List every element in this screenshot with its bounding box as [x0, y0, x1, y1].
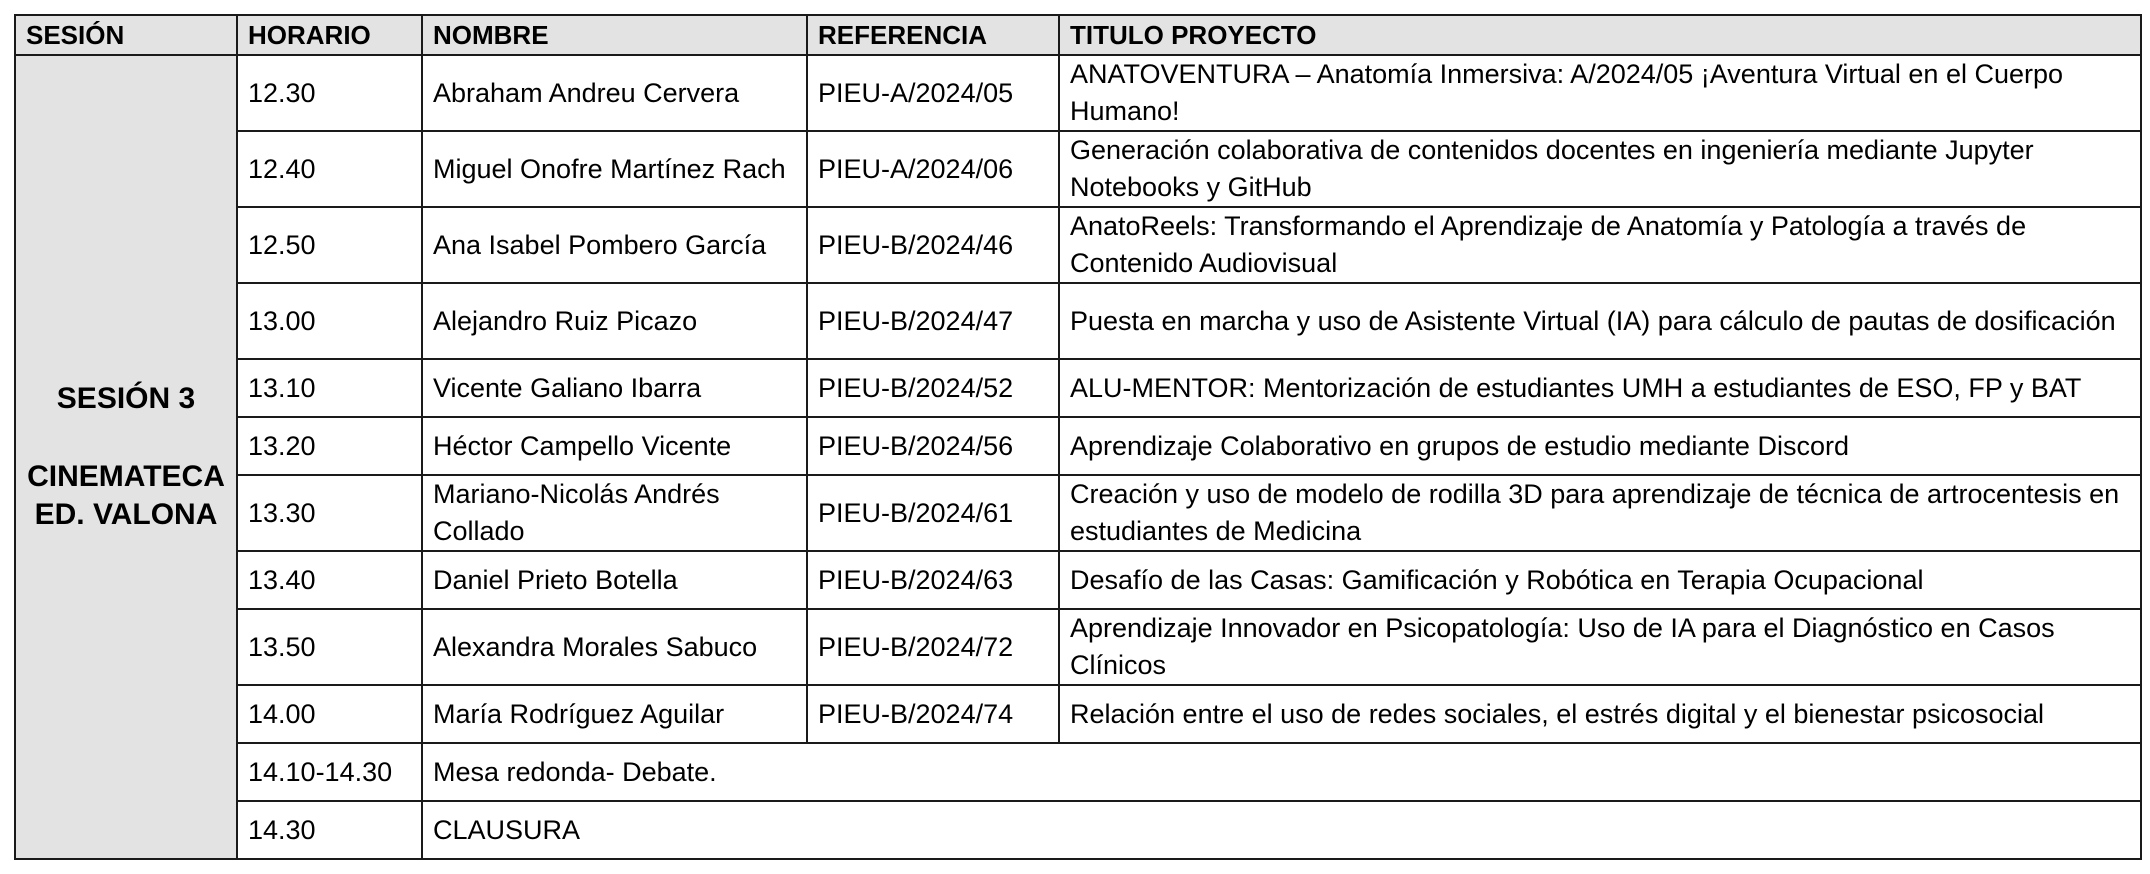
reference-cell: PIEU-B/2024/47 [807, 283, 1059, 359]
name-cell: Abraham Andreu Cervera [422, 55, 807, 131]
table-row [15, 417, 2141, 475]
name-cell: Ana Isabel Pombero García [422, 207, 807, 283]
session-name: SESIÓN 3 [56, 382, 196, 415]
title-cell: ALU-MENTOR: Mentorización de estudiantes UMH a estudiantes de ESO, FP y BAT [1059, 359, 2141, 417]
header-name: NOMBRE [422, 15, 807, 55]
table-row-debate [15, 743, 2141, 801]
session-location-line2: ED. VALONA [34, 498, 218, 531]
name-cell: Miguel Onofre Martínez Rach [422, 131, 807, 207]
name-cell: María Rodríguez Aguilar [422, 685, 807, 743]
name-cell: Alexandra Morales Sabuco [422, 609, 807, 685]
title-cell: Relación entre el uso de redes sociales, el estrés digital y el bienestar psicosocial [1059, 685, 2141, 743]
header-time: HORARIO [237, 15, 422, 55]
reference-cell: PIEU-B/2024/56 [807, 417, 1059, 475]
header-row [15, 15, 2141, 55]
session-cell [15, 55, 237, 859]
title-cell: Puesta en marcha y uso de Asistente Virtual (IA) para cálculo de pautas de dosificación [1059, 283, 2141, 359]
debate-cell: Mesa redonda- Debate. [422, 743, 2141, 801]
table-row [15, 131, 2141, 207]
table-row [15, 551, 2141, 609]
name-cell: Alejandro Ruiz Picazo [422, 283, 807, 359]
time-cell: 13.10 [237, 359, 422, 417]
title-cell: Desafío de las Casas: Gamificación y Robótica en Terapia Ocupacional [1059, 551, 2141, 609]
reference-cell: PIEU-A/2024/06 [807, 131, 1059, 207]
schedule-document [14, 14, 2142, 860]
header-reference: REFERENCIA [807, 15, 1059, 55]
time-cell: 12.30 [237, 55, 422, 131]
session-location-line1: CINEMATECA [27, 460, 225, 493]
name-cell: Héctor Campello Vicente [422, 417, 807, 475]
reference-cell: PIEU-B/2024/52 [807, 359, 1059, 417]
reference-cell: PIEU-B/2024/74 [807, 685, 1059, 743]
table-row [15, 475, 2141, 551]
table-row [15, 207, 2141, 283]
title-cell: Aprendizaje Innovador en Psicopatología: Uso de IA para el Diagnóstico en Casos Clínicos [1059, 609, 2141, 685]
table-row [15, 55, 2141, 131]
reference-cell: PIEU-B/2024/72 [807, 609, 1059, 685]
table-row-closing [15, 801, 2141, 859]
title-cell: ANATOVENTURA – Anatomía Inmersiva: A/2024/05 ¡Aventura Virtual en el Cuerpo Humano! [1059, 55, 2141, 131]
name-cell: Vicente Galiano Ibarra [422, 359, 807, 417]
title-cell: Aprendizaje Colaborativo en grupos de estudio mediante Discord [1059, 417, 2141, 475]
header-title: TITULO PROYECTO [1059, 15, 2141, 55]
reference-cell: PIEU-B/2024/46 [807, 207, 1059, 283]
time-cell: 12.40 [237, 131, 422, 207]
table-row [15, 609, 2141, 685]
reference-cell: PIEU-B/2024/61 [807, 475, 1059, 551]
header-session: SESIÓN [15, 15, 237, 55]
table-row [15, 359, 2141, 417]
time-cell: 13.00 [237, 283, 422, 359]
time-cell: 13.40 [237, 551, 422, 609]
time-cell: 14.10-14.30 [237, 743, 422, 801]
time-cell: 13.30 [237, 475, 422, 551]
title-cell: Generación colaborativa de contenidos docentes en ingeniería mediante Jupyter Notebooks y GitHub [1059, 131, 2141, 207]
reference-cell: PIEU-A/2024/05 [807, 55, 1059, 131]
table-row [15, 283, 2141, 359]
time-cell: 14.00 [237, 685, 422, 743]
name-cell: Daniel Prieto Botella [422, 551, 807, 609]
name-cell: Mariano-Nicolás Andrés Collado [422, 475, 807, 551]
time-cell: 13.20 [237, 417, 422, 475]
table-row [15, 685, 2141, 743]
title-cell: Creación y uso de modelo de rodilla 3D para aprendizaje de técnica de artrocentesis en estudiantes de Medicina [1059, 475, 2141, 551]
schedule-table [14, 14, 2142, 860]
closing-cell: CLAUSURA [422, 801, 2141, 859]
reference-cell: PIEU-B/2024/63 [807, 551, 1059, 609]
time-cell: 12.50 [237, 207, 422, 283]
time-cell: 14.30 [237, 801, 422, 859]
title-cell: AnatoReels: Transformando el Aprendizaje de Anatomía y Patología a través de Contenido Audiovisual [1059, 207, 2141, 283]
time-cell: 13.50 [237, 609, 422, 685]
